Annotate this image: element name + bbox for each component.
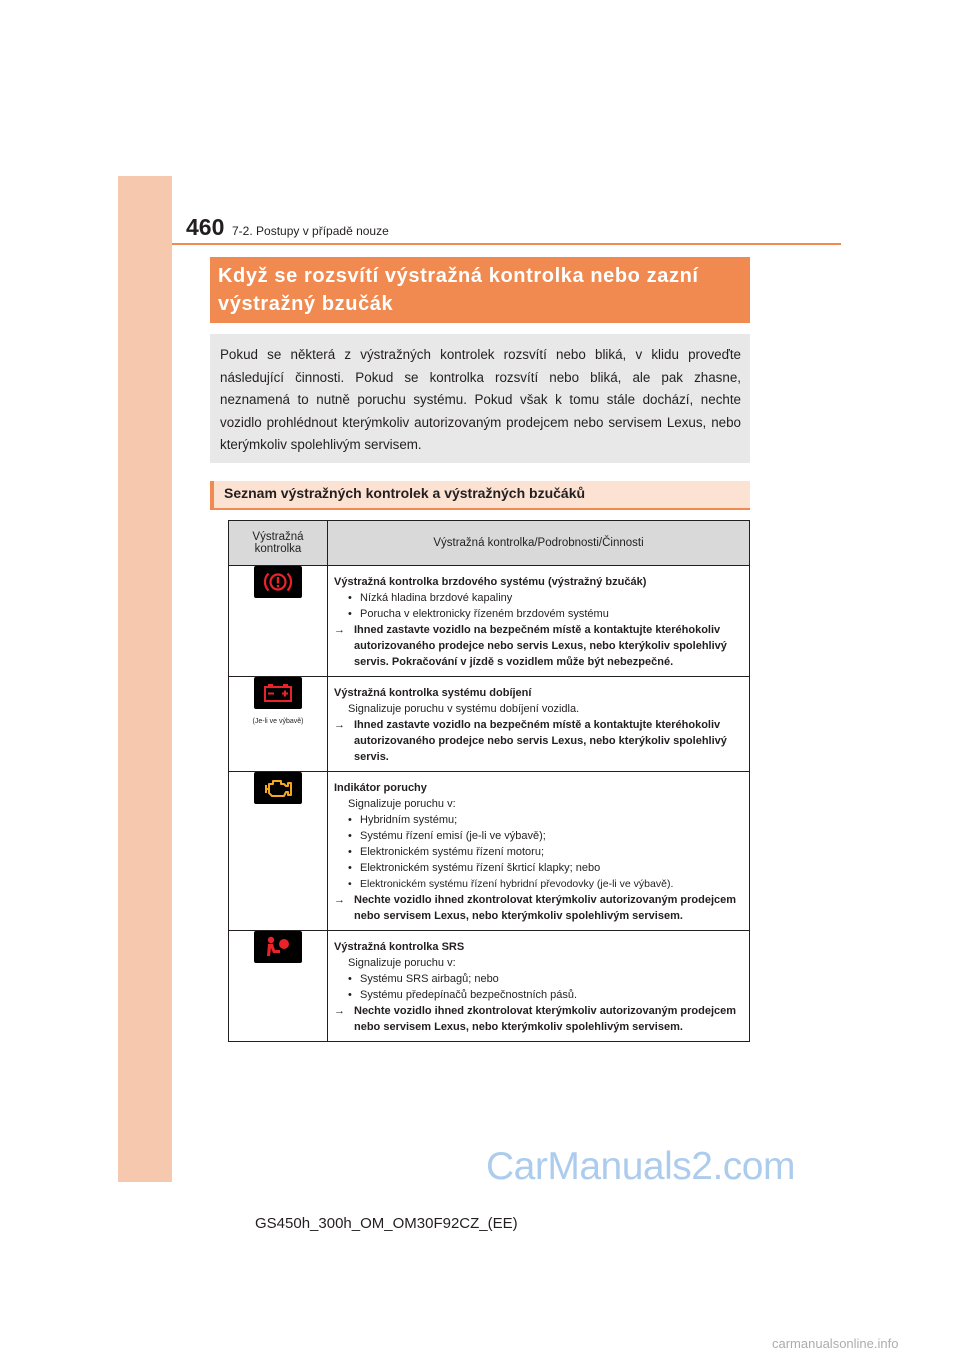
detail-cell: [328, 772, 750, 931]
action-text: → Nechte vozidlo ihned zkontrolovat kterýmkoliv autorizovaným prodejcem nebo servisem Lexus, nebo kterýmkoliv spolehlivým servisem.: [334, 1005, 737, 1033]
arrow-icon: →: [334, 719, 345, 731]
bullet-item: • Elektronickém systému řízení škrticí klapky; nebo: [348, 862, 601, 874]
col-header-details: Výstražná kontrolka/Podrobnosti/Činnosti: [328, 521, 750, 566]
col-header-light: Výstražná kontrolka: [229, 521, 328, 566]
bullet-item: • Elektronickém systému řízení hybridní převodovky (je-li ve výbavě).: [348, 878, 674, 890]
watermark-carmanuals2: CarManuals2.com: [486, 1145, 795, 1188]
light-title: Výstražná kontrolka SRS: [334, 941, 465, 953]
section-breadcrumb: 7-2. Postupy v případě nouze: [232, 224, 389, 238]
bullet-item: • Elektronickém systému řízení motoru;: [348, 846, 545, 858]
airbag-srs-icon: [254, 931, 302, 963]
icon-cell: [229, 677, 328, 772]
light-detail: Signalizuje poruchu v:: [348, 957, 456, 969]
warning-lights-table: [228, 520, 750, 1042]
action-text: → Ihned zastavte vozidlo na bezpečném místě a kontaktujte kteréhokoliv autorizovaného prodejce nebo servis Lexus, nebo kterýkoliv spolehlivý servis.: [334, 719, 727, 763]
detail-cell: [328, 677, 750, 772]
table-row: [229, 677, 750, 772]
equipment-note: (Je-li ve výbavě): [252, 718, 304, 725]
arrow-icon: →: [334, 624, 345, 636]
light-title: Výstražná kontrolka systému dobíjení: [334, 687, 532, 699]
bullet-item: • Systému předepínačů bezpečnostních pásů.: [348, 989, 578, 1001]
detail-cell: [328, 566, 750, 677]
engine-check-icon: [254, 772, 302, 804]
header-rule: [172, 243, 841, 245]
table-row: [229, 931, 750, 1042]
arrow-icon: →: [334, 1005, 345, 1017]
side-tab-strip: [118, 176, 172, 1182]
intro-box: [210, 334, 750, 463]
bullet-item: • Nízká hladina brzdové kapaliny: [348, 592, 513, 604]
arrow-icon: →: [334, 894, 345, 906]
action-text: → Ihned zastavte vozidlo na bezpečném místě a kontaktujte kteréhokoliv autorizovaného prodejce nebo servis Lexus, nebo kterýkoliv spolehlivý servis. Pokračování v jízdě s vozidlem může být nebezpečné.: [334, 624, 727, 668]
bullet-item: • Hybridním systému;: [348, 814, 458, 826]
bullet-item: • Systému řízení emisí (je-li ve výbavě);: [348, 830, 546, 842]
table-header-row: [229, 521, 750, 566]
brake-warning-icon: [254, 566, 302, 598]
icon-cell: [229, 566, 328, 677]
battery-charging-icon: [254, 677, 302, 709]
watermark-carmanualsonline: carmanualsonline.info: [772, 1336, 899, 1351]
light-title: Indikátor poruchy: [334, 782, 427, 794]
detail-cell: [328, 931, 750, 1042]
intro-text: Pokud se některá z výstražných kontrolek rozsvítí nebo bliká, v klidu proveďte následující činnosti. Pokud se kontrolka rozsvítí nebo bliká, ale pak zhasne, neznamená to nutně poruchu systému. Pokud však k tomu stále dochází, nechte vozidlo prohlédnout kterýmkoliv autorizovaným prodejcem nebo servisem Lexus, nebo kterýmkoliv spolehlivým servisem.: [220, 347, 741, 452]
footer-document-code: GS450h_300h_OM_OM30F92CZ_(EE): [255, 1215, 518, 1232]
light-detail: Signalizuje poruchu v systému dobíjení vozidla.: [348, 703, 580, 715]
title-banner: [210, 257, 750, 323]
subheading-box: [210, 481, 750, 508]
subheading: Seznam výstražných kontrolek a výstražných bzučáků: [224, 485, 586, 501]
icon-cell: [229, 772, 328, 931]
table-row: [229, 566, 750, 677]
page-title: Když se rozsvítí výstražná kontrolka nebo zazní výstražný bzučák: [218, 265, 699, 315]
bullet-item: • Porucha v elektronicky řízeném brzdovém systému: [348, 608, 609, 620]
icon-cell: [229, 931, 328, 1042]
table-row: [229, 772, 750, 931]
subheading-rule: [210, 508, 750, 510]
page-number: 460: [186, 214, 225, 240]
action-text: → Nechte vozidlo ihned zkontrolovat kterýmkoliv autorizovaným prodejcem nebo servisem Lexus, nebo kterýmkoliv spolehlivým servisem.: [334, 894, 737, 922]
light-title: Výstražná kontrolka brzdového systému (výstražný bzučák): [334, 576, 647, 588]
bullet-item: • Systému SRS airbagů; nebo: [348, 973, 499, 985]
light-detail: Signalizuje poruchu v:: [348, 798, 456, 810]
